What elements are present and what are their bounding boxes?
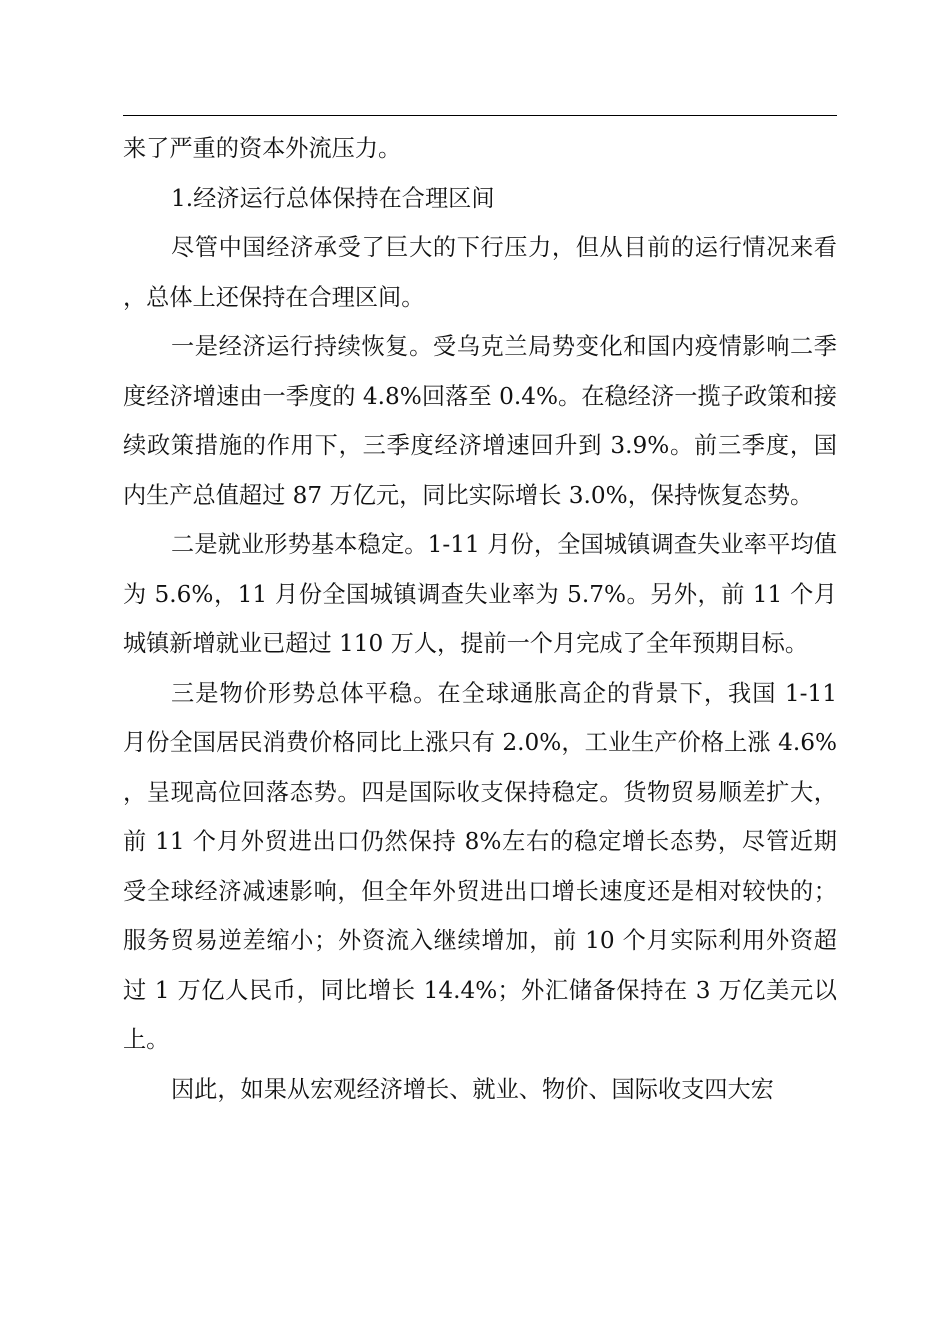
paragraph-employment: 二是就业形势基本稳定。1-11 月份，全国城镇调查失业率平均值为 5.6%，11 月份全国城镇调查失业率为 5.7%。另外，前 11 个月城镇新增就业已超过 110 万人，提前一个月完成了全年预期目标。 xyxy=(123,531,837,657)
paragraph-intro: 尽管中国经济承受了巨大的下行压力，但从目前的运行情况来看，总体上还保持在合理区间。 xyxy=(123,234,837,311)
section-heading: 1.经济运行总体保持在合理区间 xyxy=(171,184,495,212)
paragraph-prices-balance: 三是物价形势总体平稳。在全球通胀高企的背景下，我国 1-11 月份全国居民消费价格同比上涨只有 2.0%，工业生产价格上涨 4.6%，呈现高位回落态势。四是国际收支保持稳定。货物贸易顺差扩大，前 11 个月外贸进出口仍然保持 8%左右的稳定增长态势，尽管近期受全球经济减速影响，但全年外贸进出口增长速度还是相对较快的；服务贸易逆差缩小；外资流入继续增加，前 10 个月实际利用外资超过 1 万亿人民币，同比增长 14.4%；外汇储备保持在 3 万亿美元以上。 xyxy=(123,679,837,1053)
document-body xyxy=(123,124,837,1114)
paragraph-economic-recovery: 一是经济运行持续恢复。受乌克兰局势变化和国内疫情影响二季度经济增速由一季度的 4.8%回落至 0.4%。在稳经济一揽子政策和接续政策措施的作用下，三季度经济增速回升到 3.9%。前三季度，国内生产总值超过 87 万亿元，同比实际增长 3.0%，保持恢复态势。 xyxy=(123,333,837,509)
header-rule xyxy=(123,115,837,116)
paragraph-continuation: 来了严重的资本外流压力。 xyxy=(123,135,402,162)
paragraph-conclusion: 因此，如果从宏观经济增长、就业、物价、国际收支四大宏 xyxy=(171,1075,774,1103)
